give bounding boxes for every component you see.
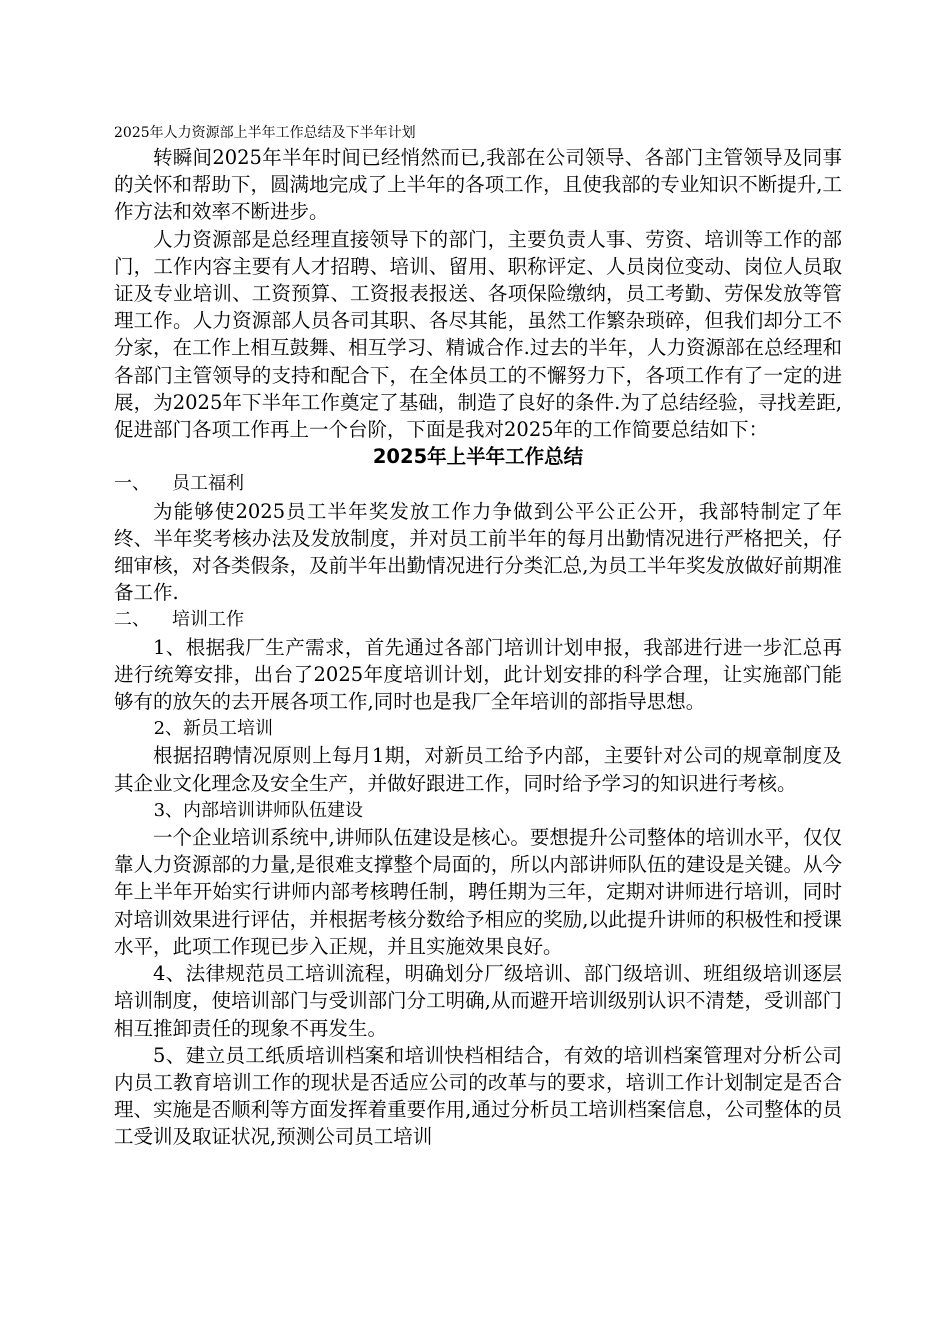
item-title: 员工福利 [172,473,244,495]
subheading-trainer-team: 3、内部培训讲师队伍建设 [153,799,364,821]
document-title: 2025年人力资源部上半年工作总结及下半年计划 [114,125,416,141]
training-paragraph-5: 5、建立员工纸质培训档案和培训快档相结合，有效的培训档案管理对分析公司内员工教育培训工作的现状是否适应公司的改革与的要求，培训工作计划制定是否合理、实施是否顺利等方面发挥着重要作用,通过分析员工培训档案信息，公司整体的员工受训及取证状况,预测公司员工培训 [114,1043,842,1149]
training-paragraph-1: 1、根据我厂生产需求，首先通过各部门培训计划申报，我部进行进一步汇总再进行统筹安排，出台了2025年度培训计划，此计划安排的科学合理，让实施部门能够有的放矢的去开展各项工作,同时也是我厂全年培训的部指导思想。 [114,635,842,714]
section-title: 2025年上半年工作总结 [372,445,584,469]
item-title: 培训工作 [172,609,244,631]
intro-paragraph-1: 转瞬间2025年半年时间已经悄然而已,我部在公司领导、各部门主管领导及同事的关怀和帮助下，圆满地完成了上半年的各项工作，且使我部的专业知识不断提升,工作方法和效率不断进步。 [114,146,842,224]
item-heading-training [114,606,842,633]
item-number: 一、 [114,473,150,495]
item-number: 二、 [114,609,150,631]
document-page [114,122,842,1151]
new-employee-training-paragraph: 根据招聘情况原则上每月1期，对新员工给予内部，主要针对公司的规章制度及其企业文化理念及安全生产，并做好跟进工作，同时给予学习的知识进行考核。 [114,744,842,795]
training-paragraph-4: 4、法律规范员工培训流程，明确划分厂级培训、部门级培训、班组级培训逐层培训制度，使培训部门与受训部门分工明确,从而避开培训级别认识不清楚，受训部门相互推卸责任的现象不再发生。 [114,962,842,1040]
trainer-team-paragraph: 一个企业培训系统中,讲师队伍建设是核心。要想提升公司整体的培训水平，仅仅靠人力资源部的力量,是很难支撑整个局面的，所以内部讲师队伍的建设是关键。从今年上半年开始实行讲师内部考核聘任制，聘任期为三年，定期对讲师进行培训，同时对培训效果进行评估，并根据考核分数给予相应的奖励,以此提升讲师的积极性和授课水平，此项工作现已步入正规，并且实施效果良好。 [114,826,842,958]
item-heading-welfare [114,470,842,497]
subheading-new-employee-training: 2、新员工培训 [153,718,274,740]
welfare-paragraph: 为能够使2025员工半年奖发放工作力争做到公平公正公开，我部特制定了年终、半年奖考核办法及发放制度，并对员工前半年的每月出勤情况进行严格把关，仔细审核，对各类假条，及前半年出勤情况进行分类汇总,为员工半年奖发放做好前期准备工作. [114,499,842,605]
intro-paragraph-2: 人力资源部是总经理直接领导下的部门，主要负责人事、劳资、培训等工作的部门，工作内容主要有人才招聘、培训、留用、职称评定、人员岗位变动、岗位人员取证及专业培训、工资预算、工资报表报送、各项保险缴纳，员工考勤、劳保发放等管理工作。人力资源部人员各司其职、各尽其能，虽然工作繁杂琐碎，但我们却分工不分家，在工作上相互鼓舞、相互学习、精诚合作.过去的半年，人力资源部在总经理和各部门主管领导的支持和配合下，在全体员工的不懈努力下，各项工作有了一定的进展，为2025年下半年工作奠定了基础，制造了良好的条件.为了总结经验，寻找差距,促进部门各项工作再上一个台阶，下面是我对2025年的工作简要总结如下： [114,227,842,442]
